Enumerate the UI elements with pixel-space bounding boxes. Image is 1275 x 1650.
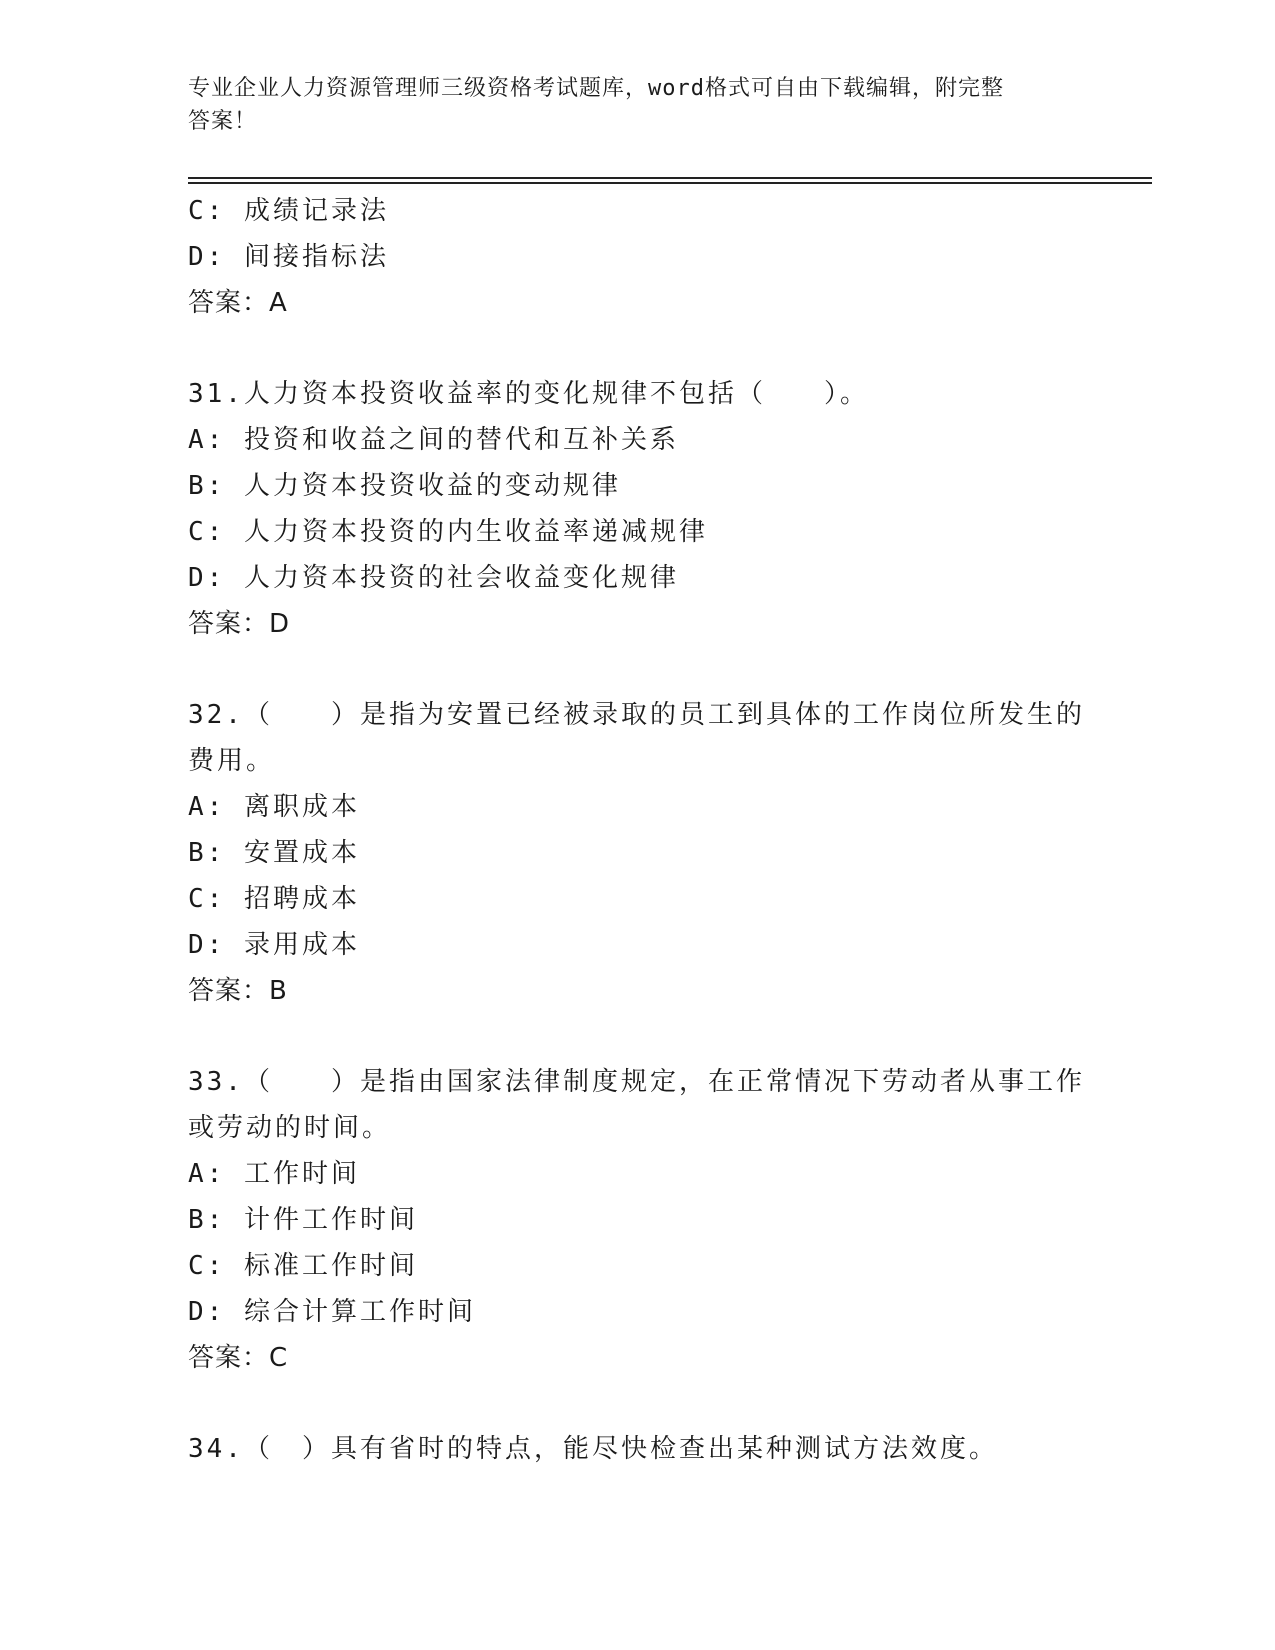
header-line-2: 答案！	[188, 109, 258, 134]
question-32	[188, 692, 1088, 1014]
option-b: B: 安置成本	[188, 838, 360, 868]
question-stem-continued: 费用。	[188, 746, 276, 776]
option-a: A: 离职成本	[188, 792, 360, 822]
spacer	[188, 1381, 1088, 1426]
question-stem: 32.（ ）是指为安置已经被录取的员工到具体的工作岗位所发生的	[188, 700, 1085, 730]
header-divider-bottom	[188, 182, 1152, 184]
option-b: B: 人力资本投资收益的变动规律	[188, 471, 621, 501]
option-a: A: 投资和收益之间的替代和互补关系	[188, 425, 679, 455]
header-divider-top	[188, 177, 1152, 179]
question-continued	[188, 188, 1088, 326]
document-header	[188, 72, 1088, 138]
option-c: C: 招聘成本	[188, 884, 360, 914]
question-stem: 33.（ ）是指由国家法律制度规定，在正常情况下劳动者从事工作	[188, 1067, 1085, 1097]
option-c: C: 人力资本投资的内生收益率递减规律	[188, 517, 708, 547]
header-line-1: 专业企业人力资源管理师三级资格考试题库，word格式可自由下载编辑，附完整	[188, 76, 1004, 101]
option-d: D: 间接指标法	[188, 242, 389, 272]
question-34	[188, 1426, 1088, 1472]
question-stem: 34.（ ）具有省时的特点，能尽快检查出某种测试方法效度。	[188, 1434, 998, 1464]
option-d: D: 综合计算工作时间	[188, 1297, 476, 1327]
answer-line: 答案：D	[188, 609, 291, 639]
question-31	[188, 371, 1088, 647]
option-c: C: 标准工作时间	[188, 1251, 418, 1281]
question-stem: 31.人力资本投资收益率的变化规律不包括（ ）。	[188, 379, 869, 409]
answer-line: 答案：A	[188, 288, 288, 318]
question-33	[188, 1059, 1088, 1381]
answer-line: 答案：C	[188, 1343, 289, 1373]
option-c: C: 成绩记录法	[188, 196, 389, 226]
option-a: A: 工作时间	[188, 1159, 360, 1189]
spacer	[188, 647, 1088, 692]
answer-line: 答案：B	[188, 976, 288, 1006]
option-d: D: 人力资本投资的社会收益变化规律	[188, 563, 679, 593]
question-list	[188, 188, 1088, 1472]
question-stem-continued: 或劳动的时间。	[188, 1113, 392, 1143]
option-d: D: 录用成本	[188, 930, 360, 960]
option-b: B: 计件工作时间	[188, 1205, 418, 1235]
spacer	[188, 326, 1088, 371]
spacer	[188, 1014, 1088, 1059]
